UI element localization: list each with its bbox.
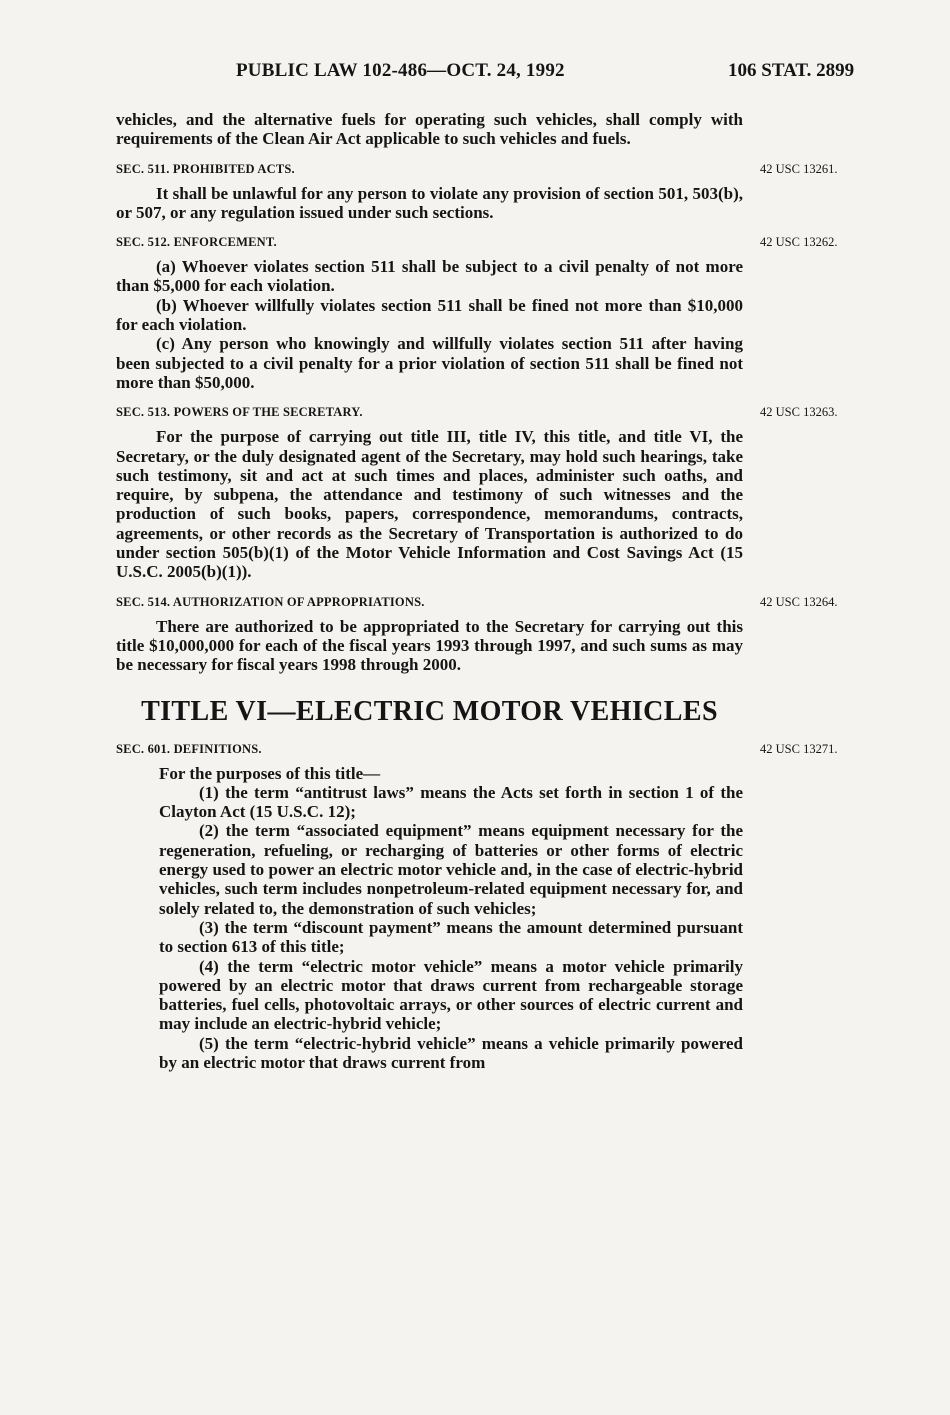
- usc-citation-sidenote: 42 USC 13264.: [760, 594, 838, 609]
- section-paragraph: For the purpose of carrying out title III, title IV, this title, and title VI, the Secretary, or the duly designated agent of the Secretary, may hold such hearings, take such testimony, sit and act at such times and places, administer such oaths, and require, by subpena, the attendance and testimony of such witnesses and the production of such books, papers, correspondence, memorandums, contracts, agreements, or other records as the Secretary of Transportation is authorized to do under section 505(b)(1) of the Motor Vehicle Information and Cost Savings Act (15 U.S.C. 2005(b)(1)).: [116, 427, 743, 582]
- section-paragraph: (c) Any person who knowingly and willfully violates section 511 after having been subjected to a civil penalty for a prior violation of section 511 shall be fined not more than $50,000.: [116, 334, 743, 392]
- usc-citation-sidenote: 42 USC 13263.: [760, 405, 838, 420]
- definition-item: (2) the term “associated equipment” means equipment necessary for the regeneration, refueling, or recharging of batteries or other forms of electric energy used to power an electric motor vehicle and, in the case of electric-hybrid vehicles, such term includes nonpetroleum-related equipment necessary for, and solely related to, the demonstration of such vehicles;: [159, 821, 743, 918]
- definition-item: (4) the term “electric motor vehicle” means a motor vehicle primarily powered by an electric motor that draws current from rechargeable storage batteries, fuel cells, photovoltaic arrays, or other sources of electric current and may include an electric-hybrid vehicle;: [159, 956, 743, 1034]
- section-heading-514: [116, 594, 838, 609]
- title-heading: TITLE VI—ELECTRIC MOTOR VEHICLES: [141, 695, 718, 727]
- definition-item: (5) the term “electric-hybrid vehicle” means a vehicle primarily powered by an electric motor that draws current from: [159, 1033, 743, 1072]
- running-head: [0, 60, 950, 90]
- section-heading-text: SEC. 513. POWERS OF THE SECRETARY.: [116, 405, 363, 420]
- definition-item: (1) the term “antitrust laws” means the Acts set forth in section 1 of the Clayton Act (15 U.S.C. 12);: [159, 782, 743, 822]
- section-heading-text: SEC. 511. PROHIBITED ACTS.: [116, 161, 295, 176]
- section-heading-512: [116, 235, 838, 250]
- section-heading-601: [116, 741, 838, 756]
- continuation-paragraph: vehicles, and the alternative fuels for operating such vehicles, shall comply with requirements of the Clean Air Act applicable to such vehicles and fuels.: [116, 110, 743, 149]
- definitions-intro: For the purposes of this title—: [159, 763, 381, 783]
- section-heading-text: SEC. 601. DEFINITIONS.: [116, 741, 262, 756]
- section-heading-511: [116, 161, 838, 176]
- section-paragraph: There are authorized to be appropriated to the Secretary for carrying out this title $10,000,000 for each of the fiscal years 1993 through 1997, and such sums as may be necessary for fiscal years 1998 through 2000.: [116, 616, 743, 675]
- usc-citation-sidenote: 42 USC 13271.: [760, 741, 838, 756]
- definition-item: (3) the term “discount payment” means the amount determined pursuant to section 613 of this title;: [159, 917, 743, 957]
- usc-citation-sidenote: 42 USC 13262.: [760, 235, 838, 250]
- section-heading-text: SEC. 514. AUTHORIZATION OF APPROPRIATIONS.: [116, 594, 425, 609]
- definitions-list: [116, 764, 743, 1073]
- page-body: [116, 110, 838, 1072]
- running-head-title: PUBLIC LAW 102-486—OCT. 24, 1992: [236, 60, 565, 81]
- section-paragraph: (b) Whoever willfully violates section 511 shall be fined not more than $10,000 for each violation.: [116, 295, 743, 335]
- usc-citation-sidenote: 42 USC 13261.: [760, 161, 838, 176]
- section-heading-text: SEC. 512. ENFORCEMENT.: [116, 235, 277, 250]
- section-paragraph: (a) Whoever violates section 511 shall be subject to a civil penalty of not more than $5,000 for each violation.: [116, 257, 743, 296]
- section-paragraph: It shall be unlawful for any person to violate any provision of section 501, 503(b), or 507, or any regulation issued under such sections.: [116, 183, 743, 222]
- section-heading-513: [116, 405, 838, 420]
- stat-page-number: 106 STAT. 2899: [728, 60, 855, 81]
